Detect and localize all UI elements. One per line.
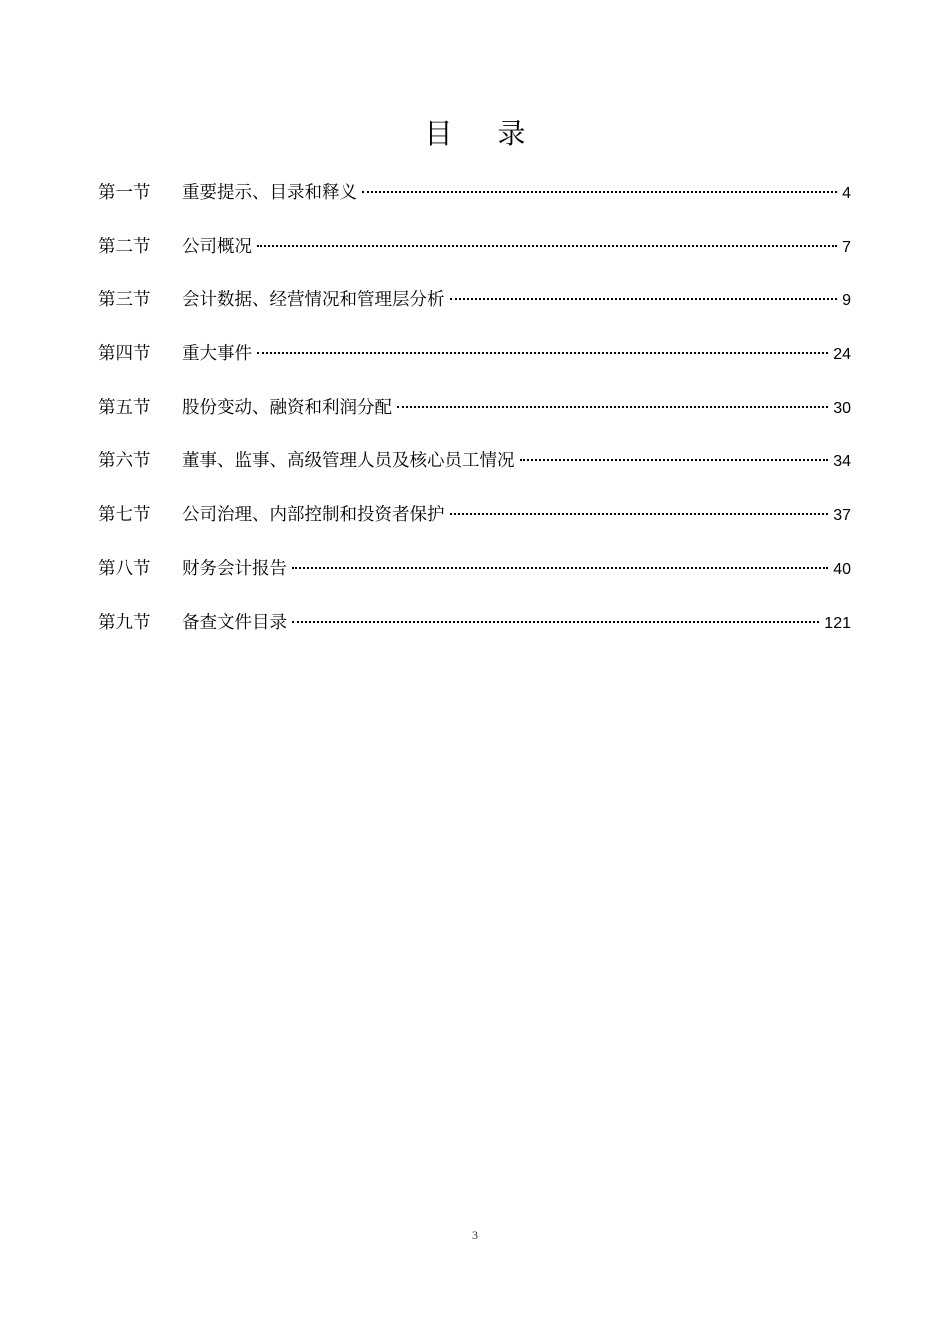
toc-section-label: 第四节 — [98, 344, 151, 365]
toc-entry-7[interactable] — [98, 498, 851, 552]
toc-page-number: 34 — [833, 453, 851, 471]
toc-section-label: 第二节 — [98, 236, 151, 257]
page-footer-number: 3 — [472, 1228, 478, 1242]
toc-page-number: 40 — [833, 560, 851, 578]
toc-page-number: 4 — [842, 185, 851, 202]
toc-entry-2[interactable] — [98, 230, 851, 284]
toc-dot-leader — [362, 191, 837, 193]
toc-section-title: 董事、监事、高级管理人员及核心员工情况 — [182, 451, 515, 472]
toc-entry-4[interactable] — [98, 337, 851, 391]
toc-entry-1[interactable] — [98, 176, 851, 230]
toc-dot-leader — [450, 298, 838, 300]
toc-section-label: 第七节 — [98, 505, 151, 526]
toc-page-number: 9 — [842, 292, 851, 310]
toc-page-number: 24 — [833, 346, 851, 364]
page-title: 目 录 — [424, 117, 544, 150]
toc-dot-leader — [450, 513, 829, 515]
toc-page-number: 7 — [842, 238, 851, 256]
toc-entry-8[interactable] — [98, 552, 851, 606]
toc-entry-9[interactable] — [98, 606, 851, 660]
toc-section-label: 第九节 — [98, 612, 151, 633]
toc-section-label: 第六节 — [98, 451, 151, 472]
toc-page-number: 121 — [824, 614, 851, 632]
toc-section-title: 公司概况 — [182, 236, 252, 257]
toc-section-title: 重要提示、目录和释义 — [182, 183, 357, 203]
toc-section-title: 备查文件目录 — [182, 612, 287, 633]
toc-section-title: 股份变动、融资和利润分配 — [182, 397, 392, 418]
toc-dot-leader — [257, 245, 837, 247]
toc-section-label: 第三节 — [98, 290, 151, 311]
toc-dot-leader — [292, 621, 819, 623]
toc-section-title: 财务会计报告 — [182, 558, 287, 579]
table-of-contents — [98, 176, 851, 659]
toc-section-label: 第八节 — [98, 558, 151, 579]
toc-dot-leader — [520, 459, 829, 461]
toc-entry-3[interactable] — [98, 283, 851, 337]
toc-section-label: 第五节 — [98, 397, 151, 418]
toc-dot-leader — [292, 567, 828, 569]
toc-page-number: 37 — [833, 507, 851, 525]
toc-entry-5[interactable] — [98, 391, 851, 445]
toc-section-title: 公司治理、内部控制和投资者保护 — [182, 505, 445, 526]
toc-entry-6[interactable] — [98, 444, 851, 498]
toc-page-number: 30 — [833, 399, 851, 417]
toc-dot-leader — [257, 352, 828, 354]
toc-section-label: 第一节 — [98, 183, 151, 203]
toc-dot-leader — [397, 406, 828, 408]
toc-section-title: 会计数据、经营情况和管理层分析 — [182, 290, 445, 311]
toc-section-title: 重大事件 — [182, 344, 252, 365]
